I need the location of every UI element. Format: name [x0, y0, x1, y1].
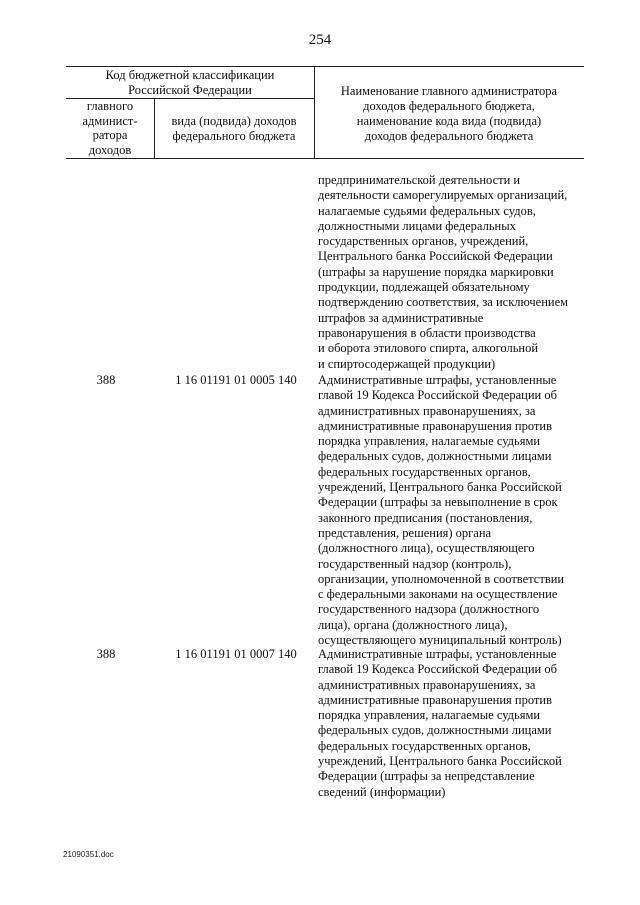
header-bottom-border	[66, 158, 584, 159]
description-line: федеральных судов, должностными лицами	[318, 449, 552, 464]
description-line: административных правонарушениях, за	[318, 403, 536, 418]
header-col-code-line: федерального бюджета	[172, 129, 296, 143]
description-line: порядка управления, налагаемые судьями	[318, 708, 541, 723]
description-line: Административные штрафы, установленные	[318, 373, 557, 387]
description-line: государственных органов, учреждений,	[318, 234, 529, 249]
header-col-name-line: доходов федерального бюджета,	[363, 99, 535, 113]
description-line: подтверждению соответствия, за исключением	[318, 295, 569, 310]
description-line: с федеральными законами на осуществление	[318, 587, 558, 602]
description-line: (штрафы за нарушение порядка маркировки	[318, 264, 554, 279]
description-line: государственного надзора (должностного	[318, 602, 540, 617]
description-line: предпринимательской деятельности и	[318, 173, 521, 187]
table-row-description	[318, 373, 580, 648]
header-col-admin-line: главного	[86, 99, 134, 113]
description-line: главой 19 Кодекса Российской Федерации об	[318, 388, 557, 403]
description-line: деятельности саморегулируемых организаций,	[318, 188, 568, 203]
description-line: и спиртосодержащей продукции)	[318, 356, 496, 371]
table-row-continuation	[318, 173, 580, 372]
description-line: правонарушения в области производства	[318, 325, 536, 340]
description-line: продукции, подлежащей обязательному	[318, 280, 530, 295]
description-line: (должностного лица), осуществляющего	[318, 541, 535, 556]
revenue-code: 1 16 01191 01 0005 140	[175, 373, 297, 387]
description-line: Федерации (штрафы за невыполнение в срок	[318, 495, 558, 510]
description-line: Административные штрафы, установленные	[318, 647, 557, 661]
description-line: налагаемые судьями федеральных судов,	[318, 203, 536, 218]
description-line: законного предписания (постановления,	[318, 510, 533, 525]
description-line: Центрального банка Российской Федерации	[318, 249, 553, 264]
page-number: 254	[308, 32, 332, 48]
description-line: и оборота этилового спирта, алкогольной	[318, 341, 539, 356]
description-line: организации, уполномоченной в соответствии	[318, 571, 565, 586]
description-line: федеральных государственных органов,	[318, 738, 531, 753]
admin-code: 388	[96, 373, 116, 387]
table-row-description	[318, 647, 580, 800]
description-line: штрафов за административные	[318, 310, 484, 325]
description-line: осуществляющего муниципальный контроль)	[318, 633, 562, 648]
description-line: учреждений, Центрального банка Российской	[318, 480, 562, 495]
description-line: главой 19 Кодекса Российской Федерации об	[318, 662, 557, 677]
header-col-code	[154, 114, 314, 144]
description-line: административные правонарушения против	[318, 692, 552, 707]
header-col-name-line: Наименование главного администратора	[340, 84, 558, 98]
description-line: федеральных государственных органов,	[318, 464, 531, 479]
admin-code: 388	[96, 647, 116, 661]
header-col-name-line: доходов федерального бюджета	[364, 129, 534, 143]
description-line: лица), органа (должностного лица),	[318, 617, 508, 632]
header-col-admin	[66, 99, 154, 157]
description-line: Федерации (штрафы за непредставление	[318, 769, 535, 784]
description-line: административных правонарушениях, за	[318, 677, 536, 692]
revenue-code: 1 16 01191 01 0007 140	[175, 647, 297, 661]
table-top-border	[66, 66, 584, 67]
document-filename: 21090351.doc	[63, 850, 114, 859]
description-line: порядка управления, налагаемые судьями	[318, 434, 541, 449]
header-col-name-line: наименование кода вида (подвида)	[356, 114, 542, 128]
header-col-admin-line: доходов	[88, 142, 132, 157]
header-group-title-line1: Код бюджетной классификации	[105, 68, 275, 82]
description-line: федеральных судов, должностными лицами	[318, 723, 552, 738]
header-group-title-line2: Российской Федерации	[128, 83, 252, 97]
header-col-admin-line: админист-	[82, 113, 138, 128]
header-col-code-line: вида (подвида) доходов	[171, 114, 297, 128]
header-col-name	[314, 84, 584, 144]
description-line: государственный надзор (контроль),	[318, 556, 512, 571]
description-line: сведений (информации)	[318, 784, 446, 799]
description-line: учреждений, Центрального банка Российской	[318, 754, 562, 769]
header-col-admin-line: ратора	[92, 128, 128, 142]
description-line: должностными лицами федеральных	[318, 218, 516, 233]
description-line: административные правонарушения против	[318, 418, 552, 433]
header-group-title	[66, 68, 314, 98]
description-line: представления, решения) органа	[318, 525, 492, 540]
